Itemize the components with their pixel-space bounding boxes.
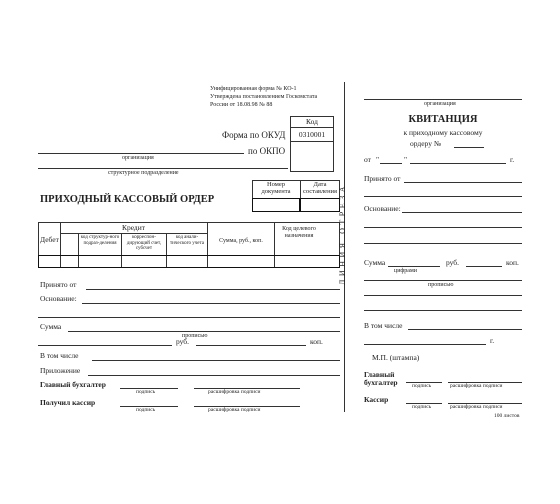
attachment-field[interactable] bbox=[88, 375, 340, 376]
sum-words-field[interactable] bbox=[38, 345, 172, 346]
receipt-title: КВИТАНЦИЯ bbox=[408, 114, 478, 125]
col-corr-header: корреспон-дирующий счет, субсчет bbox=[126, 235, 162, 251]
receipt-month-field[interactable] bbox=[410, 163, 506, 164]
sum-kop-field[interactable] bbox=[196, 345, 306, 346]
col-analytic-header: код анали-тического учета bbox=[170, 235, 204, 246]
sum-in-words-caption: прописью bbox=[182, 333, 208, 339]
credit-header: Кредит bbox=[121, 223, 146, 232]
receipt-words-field[interactable] bbox=[364, 280, 522, 281]
unified-form-label: Унифицированная форма № КО-1 bbox=[210, 86, 297, 92]
doc-number-label: Номер документа bbox=[261, 181, 291, 195]
rub-label: руб. bbox=[176, 337, 189, 346]
kop-label: коп. bbox=[310, 337, 323, 346]
okud-label: Форма по ОКУД bbox=[222, 130, 286, 140]
receipt-basis-label: Основание: bbox=[364, 204, 401, 213]
receipt-subtitle-1: к приходному кассовому bbox=[403, 128, 483, 137]
receipt-including-label: В том числе bbox=[364, 321, 403, 330]
cut-line-label: ЛИНИЯ ОТРЕЗА bbox=[338, 183, 347, 285]
chief-signature-caption: подпись bbox=[136, 389, 156, 395]
sum-label: Сумма bbox=[40, 322, 62, 331]
receipt-including-field-2[interactable] bbox=[364, 344, 486, 345]
subdivision-caption: структурное подразделение bbox=[108, 170, 179, 176]
doc-date-label: Дата составления bbox=[302, 181, 338, 195]
receipt-quote-close: " bbox=[404, 155, 408, 164]
sum-field[interactable] bbox=[68, 331, 340, 332]
received-cashier-label: Получил кассир bbox=[40, 398, 96, 407]
receipt-day-field[interactable] bbox=[380, 163, 402, 164]
approved-label: Утверждена постановлением Госкомстата bbox=[210, 94, 318, 100]
receipt-sum-kop-field[interactable] bbox=[466, 266, 502, 267]
subdivision-field[interactable] bbox=[38, 168, 288, 169]
organization-caption: организация bbox=[122, 155, 154, 161]
basis-field[interactable] bbox=[82, 303, 340, 304]
receipt-chief-decode-caption: расшифровка подписи bbox=[450, 383, 503, 389]
basis-field-2[interactable] bbox=[38, 317, 340, 318]
receipt-sum-rub-field[interactable] bbox=[388, 266, 440, 267]
sheets-count: 100 листов bbox=[494, 413, 520, 419]
cashier-decode-caption: расшифровка подписи bbox=[208, 407, 261, 413]
cashier-signature-caption: подпись bbox=[136, 407, 156, 413]
receipt-received-field-2[interactable] bbox=[364, 196, 522, 197]
receipt-basis-field-3[interactable] bbox=[364, 243, 522, 244]
receipt-received-field[interactable] bbox=[404, 182, 522, 183]
table-data-row[interactable] bbox=[38, 255, 340, 268]
receipt-cashier-signature-caption: подпись bbox=[412, 404, 432, 410]
including-label: В том числе bbox=[40, 351, 79, 360]
okpo-label: по ОКПО bbox=[248, 146, 286, 156]
receipt-rub-label: руб. bbox=[446, 258, 459, 267]
receipt-subtitle-2: ордеру № bbox=[410, 139, 441, 148]
receipt-including-year: г. bbox=[490, 336, 495, 345]
including-field[interactable] bbox=[92, 360, 340, 361]
receipt-stamp-label: М.П. (штампа) bbox=[372, 353, 420, 362]
receipt-cashier-label: Кассир bbox=[364, 395, 389, 404]
doc-date-cell[interactable] bbox=[300, 198, 340, 212]
receipt-org-field[interactable] bbox=[364, 99, 522, 100]
receipt-year-label: г. bbox=[510, 155, 515, 164]
debit-header: Дебет bbox=[40, 235, 59, 244]
receipt-kop-label: коп. bbox=[506, 258, 519, 267]
order-title: ПРИХОДНЫЙ КАССОВЫЙ ОРДЕР bbox=[40, 194, 215, 205]
col-struct-header: код структур-ного подраз-деления bbox=[80, 235, 120, 246]
received-from-field[interactable] bbox=[86, 289, 340, 290]
receipt-chief-signature-caption: подпись bbox=[412, 383, 432, 389]
receipt-cashier-decode-caption: расшифровка подписи bbox=[450, 404, 503, 410]
attachment-label: Приложение bbox=[40, 366, 81, 375]
col-purpose-header: Код целевого назначения bbox=[282, 226, 316, 239]
col-sum-header: Сумма, руб., коп. bbox=[219, 238, 263, 244]
receipt-in-words-caption: прописью bbox=[428, 282, 454, 288]
basis-label: Основание: bbox=[40, 294, 77, 303]
organization-field[interactable] bbox=[38, 153, 244, 154]
code-header: Код bbox=[306, 117, 318, 126]
receipt-chief-label: Главный бухгалтер bbox=[364, 370, 398, 387]
receipt-words-field-2[interactable] bbox=[364, 295, 522, 296]
receipt-org-caption: организация bbox=[424, 101, 456, 107]
receipt-including-field[interactable] bbox=[408, 329, 522, 330]
receipt-from-label: от bbox=[364, 155, 371, 164]
receipt-quote-open: " bbox=[376, 155, 380, 164]
doc-number-cell[interactable] bbox=[252, 198, 300, 212]
receipt-basis-field[interactable] bbox=[402, 212, 522, 213]
receipt-order-number-field[interactable] bbox=[454, 147, 484, 148]
receipt-words-field-3[interactable] bbox=[364, 310, 522, 311]
date-label: России от 18.08.98 № 88 bbox=[210, 102, 273, 108]
received-from-label: Принято от bbox=[40, 280, 77, 289]
receipt-digits-caption: цифрами bbox=[394, 268, 417, 274]
receipt-basis-field-2[interactable] bbox=[364, 227, 522, 228]
chief-decode-caption: расшифровка подписи bbox=[208, 389, 261, 395]
okud-value: 0310001 bbox=[298, 130, 326, 139]
receipt-sum-label: Сумма bbox=[364, 258, 386, 267]
receipt-received-label: Принято от bbox=[364, 174, 401, 183]
chief-accountant-label: Главный бухгалтер bbox=[40, 380, 106, 389]
